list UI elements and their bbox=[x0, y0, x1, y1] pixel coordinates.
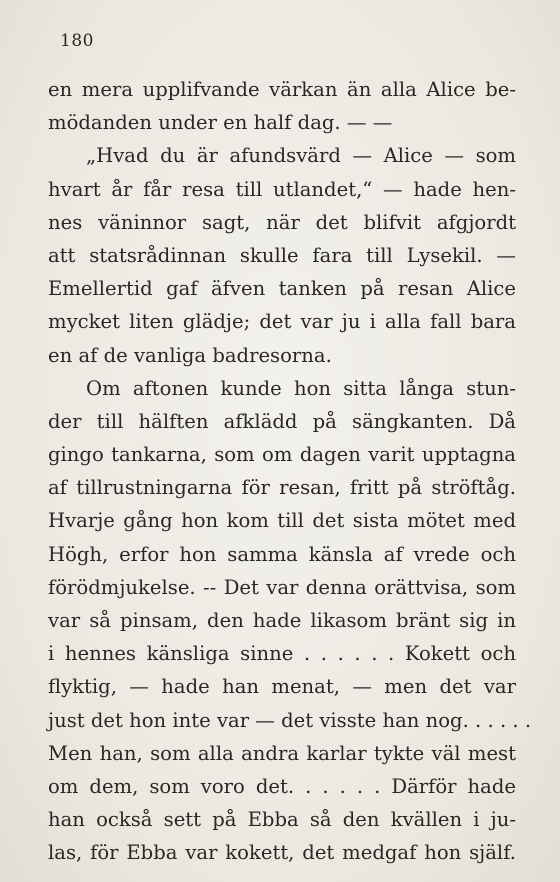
text-line: om dem, som voro det. . . . . . Därför hade bbox=[48, 774, 516, 798]
text-line: der till hälften afklädd på sängkanten. Då bbox=[48, 409, 516, 433]
text-line: „Hvad du är afundsvärd — Alice — som bbox=[86, 144, 516, 168]
text-line: hvart år får resa till utlandet,“ — hade hen- bbox=[48, 177, 516, 201]
text-line: en af de vanliga badresorna. bbox=[48, 343, 332, 367]
text-line: just det hon inte var — det visste han nog. . . . . . bbox=[48, 708, 532, 732]
text-line: Emellertid gaf äfven tanken på resan Alice bbox=[48, 277, 516, 301]
text-line: mödanden under en half dag. — — bbox=[48, 111, 393, 135]
text-line: Hvarje gång hon kom till det sista mötet med bbox=[48, 509, 516, 533]
text-line: af tillrustningarna för resan, fritt på ströftåg. bbox=[48, 476, 516, 500]
text-line: gingo tankarna, som om dagen varit upptagna bbox=[48, 443, 516, 467]
text-line: Högh, erfor hon samma känsla af vrede och bbox=[48, 542, 516, 566]
text-line: flyktig, — hade han menat, — men det var bbox=[48, 675, 516, 699]
text-line: han också sett på Ebba så den kvällen i ju- bbox=[48, 808, 516, 832]
text-line: las, för Ebba var kokett, det medgaf hon själf. bbox=[48, 841, 516, 865]
text-line: nes väninnor sagt, när det blifvit afgjordt bbox=[48, 210, 516, 234]
page-number: 180 bbox=[60, 31, 94, 51]
text-line: var så pinsam, den hade likasom bränt sig in bbox=[48, 609, 516, 632]
text-line: mycket liten glädje; det var ju i alla fall bara bbox=[48, 310, 516, 334]
text-line: en mera upplifvande värkan än alla Alice be- bbox=[48, 78, 516, 101]
text-line: Men han, som alla andra karlar tykte väl mest bbox=[48, 741, 516, 765]
text-line: Om aftonen kunde hon sitta långa stun- bbox=[86, 376, 516, 400]
body-text bbox=[48, 73, 532, 870]
text-line: i hennes känsliga sinne . . . . . . Kokett och bbox=[48, 642, 516, 666]
text-line: förödmjukelse. -- Det var denna orättvisa, som bbox=[48, 575, 516, 599]
text-line: att statsrådinnan skulle fara till Lysekil. — bbox=[48, 243, 516, 267]
